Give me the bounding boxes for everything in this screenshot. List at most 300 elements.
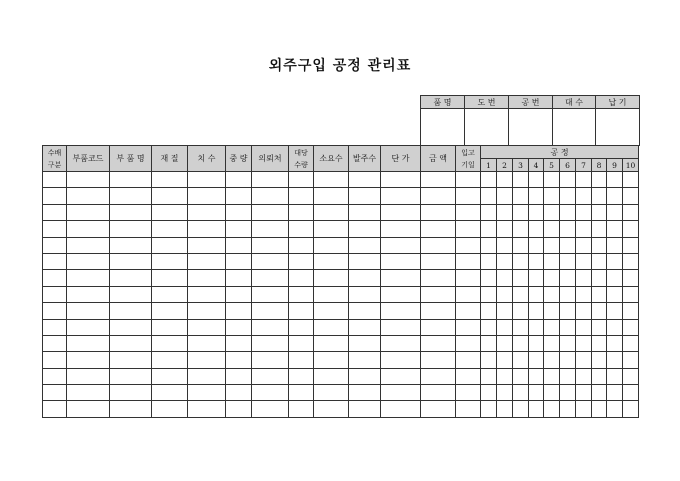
table-cell[interactable] [560,385,576,401]
table-cell[interactable] [497,303,513,319]
table-cell[interactable] [381,270,421,286]
table-cell[interactable] [188,385,226,401]
table-cell[interactable] [421,204,456,220]
table-cell[interactable] [529,253,544,269]
table-cell[interactable] [43,270,67,286]
table-cell[interactable] [188,401,226,417]
table-cell[interactable] [381,352,421,368]
table-cell[interactable] [110,401,152,417]
table-cell[interactable] [623,172,639,188]
table-cell[interactable] [289,385,314,401]
table-cell[interactable] [226,172,252,188]
table-cell[interactable] [576,204,592,220]
table-cell[interactable] [529,368,544,384]
table-cell[interactable] [456,172,481,188]
table-cell[interactable] [481,368,497,384]
table-cell[interactable] [592,286,607,302]
table-cell[interactable] [592,319,607,335]
table-cell[interactable] [289,270,314,286]
table-cell[interactable] [110,319,152,335]
table-cell[interactable] [110,172,152,188]
table-cell[interactable] [607,319,623,335]
table-cell[interactable] [497,204,513,220]
table-cell[interactable] [456,221,481,237]
table-cell[interactable] [623,204,639,220]
table-cell[interactable] [544,401,560,417]
table-cell[interactable] [349,270,381,286]
table-cell[interactable] [544,253,560,269]
table-cell[interactable] [576,172,592,188]
table-cell[interactable] [623,270,639,286]
table-cell[interactable] [576,253,592,269]
table-cell[interactable] [110,368,152,384]
table-cell[interactable] [349,352,381,368]
table-cell[interactable] [513,204,529,220]
table-cell[interactable] [513,319,529,335]
table-cell[interactable] [252,335,289,351]
table-cell[interactable] [456,270,481,286]
table-cell[interactable] [513,335,529,351]
table-cell[interactable] [497,335,513,351]
table-cell[interactable] [497,270,513,286]
table-cell[interactable] [43,204,67,220]
table-cell[interactable] [623,303,639,319]
table-cell[interactable] [623,385,639,401]
table-cell[interactable] [592,385,607,401]
table-cell[interactable] [252,368,289,384]
table-cell[interactable] [623,253,639,269]
table-cell[interactable] [576,303,592,319]
table-cell[interactable] [289,368,314,384]
table-cell[interactable] [481,270,497,286]
table-cell[interactable] [349,221,381,237]
table-cell[interactable] [152,303,188,319]
table-cell[interactable] [152,221,188,237]
table-cell[interactable] [560,335,576,351]
table-cell[interactable] [529,352,544,368]
table-cell[interactable] [152,270,188,286]
table-cell[interactable] [289,352,314,368]
table-cell[interactable] [607,237,623,253]
table-cell[interactable] [456,352,481,368]
table-cell[interactable] [497,221,513,237]
table-cell[interactable] [529,270,544,286]
table-cell[interactable] [152,172,188,188]
table-cell[interactable] [289,335,314,351]
table-cell[interactable] [188,319,226,335]
table-cell[interactable] [607,303,623,319]
table-cell[interactable] [381,253,421,269]
table-cell[interactable] [188,204,226,220]
table-cell[interactable] [381,319,421,335]
table-cell[interactable] [110,188,152,204]
table-cell[interactable] [289,253,314,269]
table-cell[interactable] [314,385,349,401]
table-cell[interactable] [497,368,513,384]
table-cell[interactable] [314,188,349,204]
table-cell[interactable] [481,303,497,319]
table-cell[interactable] [381,401,421,417]
table-cell[interactable] [314,204,349,220]
table-cell[interactable] [513,286,529,302]
table-cell[interactable] [226,385,252,401]
table-cell[interactable] [544,204,560,220]
table-cell[interactable] [314,401,349,417]
table-cell[interactable] [43,385,67,401]
delivery-date-cell[interactable] [596,109,640,146]
table-cell[interactable] [226,204,252,220]
table-cell[interactable] [497,352,513,368]
table-cell[interactable] [252,319,289,335]
table-cell[interactable] [43,368,67,384]
table-cell[interactable] [456,303,481,319]
table-cell[interactable] [529,385,544,401]
table-cell[interactable] [226,188,252,204]
table-cell[interactable] [289,188,314,204]
work-number-cell[interactable] [509,109,553,146]
table-cell[interactable] [607,385,623,401]
table-cell[interactable] [152,401,188,417]
table-cell[interactable] [252,237,289,253]
table-cell[interactable] [592,221,607,237]
table-cell[interactable] [421,253,456,269]
table-cell[interactable] [226,286,252,302]
table-cell[interactable] [497,172,513,188]
table-cell[interactable] [529,237,544,253]
table-cell[interactable] [481,335,497,351]
drawing-number-cell[interactable] [465,109,509,146]
table-cell[interactable] [188,221,226,237]
table-cell[interactable] [513,385,529,401]
table-cell[interactable] [67,368,110,384]
table-cell[interactable] [252,270,289,286]
table-cell[interactable] [43,221,67,237]
table-cell[interactable] [110,204,152,220]
table-cell[interactable] [592,368,607,384]
table-cell[interactable] [252,286,289,302]
table-cell[interactable] [152,237,188,253]
table-cell[interactable] [560,204,576,220]
table-cell[interactable] [576,401,592,417]
table-cell[interactable] [560,352,576,368]
table-cell[interactable] [188,352,226,368]
table-cell[interactable] [497,319,513,335]
table-cell[interactable] [576,335,592,351]
table-cell[interactable] [529,319,544,335]
table-cell[interactable] [456,385,481,401]
table-cell[interactable] [349,335,381,351]
table-cell[interactable] [188,237,226,253]
unit-count-cell[interactable] [553,109,596,146]
table-cell[interactable] [560,172,576,188]
table-cell[interactable] [67,221,110,237]
table-cell[interactable] [623,319,639,335]
table-cell[interactable] [252,385,289,401]
table-cell[interactable] [349,172,381,188]
table-cell[interactable] [188,286,226,302]
table-cell[interactable] [544,172,560,188]
table-cell[interactable] [67,237,110,253]
table-cell[interactable] [560,286,576,302]
table-cell[interactable] [110,303,152,319]
table-cell[interactable] [226,303,252,319]
table-cell[interactable] [592,352,607,368]
table-cell[interactable] [314,172,349,188]
table-cell[interactable] [560,368,576,384]
table-cell[interactable] [152,352,188,368]
table-cell[interactable] [481,401,497,417]
table-cell[interactable] [110,253,152,269]
table-cell[interactable] [314,352,349,368]
table-cell[interactable] [381,237,421,253]
table-cell[interactable] [529,401,544,417]
table-cell[interactable] [560,303,576,319]
table-cell[interactable] [481,352,497,368]
table-cell[interactable] [623,335,639,351]
table-cell[interactable] [381,385,421,401]
table-cell[interactable] [110,385,152,401]
table-cell[interactable] [381,188,421,204]
table-cell[interactable] [252,221,289,237]
table-cell[interactable] [544,237,560,253]
table-cell[interactable] [43,319,67,335]
table-cell[interactable] [43,352,67,368]
table-cell[interactable] [289,303,314,319]
table-cell[interactable] [576,368,592,384]
table-cell[interactable] [513,172,529,188]
table-cell[interactable] [67,319,110,335]
table-cell[interactable] [513,237,529,253]
table-cell[interactable] [592,401,607,417]
table-cell[interactable] [421,270,456,286]
table-cell[interactable] [226,319,252,335]
table-cell[interactable] [152,319,188,335]
table-cell[interactable] [529,221,544,237]
table-cell[interactable] [560,319,576,335]
table-cell[interactable] [623,352,639,368]
table-cell[interactable] [560,401,576,417]
table-cell[interactable] [289,172,314,188]
table-cell[interactable] [544,352,560,368]
table-cell[interactable] [252,401,289,417]
table-cell[interactable] [289,204,314,220]
table-cell[interactable] [314,335,349,351]
table-cell[interactable] [544,319,560,335]
table-cell[interactable] [592,188,607,204]
table-cell[interactable] [456,188,481,204]
table-cell[interactable] [456,286,481,302]
table-cell[interactable] [497,286,513,302]
table-cell[interactable] [349,385,381,401]
table-cell[interactable] [421,286,456,302]
table-cell[interactable] [381,286,421,302]
table-cell[interactable] [349,204,381,220]
table-cell[interactable] [314,368,349,384]
table-cell[interactable] [497,188,513,204]
table-cell[interactable] [289,319,314,335]
table-cell[interactable] [188,335,226,351]
table-cell[interactable] [349,253,381,269]
table-cell[interactable] [421,221,456,237]
table-cell[interactable] [456,204,481,220]
table-cell[interactable] [314,221,349,237]
table-cell[interactable] [544,385,560,401]
table-cell[interactable] [607,221,623,237]
table-cell[interactable] [188,172,226,188]
table-cell[interactable] [513,270,529,286]
table-cell[interactable] [67,253,110,269]
table-cell[interactable] [607,401,623,417]
table-cell[interactable] [529,303,544,319]
table-cell[interactable] [421,188,456,204]
table-cell[interactable] [67,188,110,204]
table-cell[interactable] [456,237,481,253]
table-cell[interactable] [252,204,289,220]
table-cell[interactable] [544,368,560,384]
table-cell[interactable] [67,172,110,188]
table-cell[interactable] [560,270,576,286]
table-cell[interactable] [623,221,639,237]
table-cell[interactable] [456,319,481,335]
table-cell[interactable] [607,204,623,220]
table-cell[interactable] [421,385,456,401]
table-cell[interactable] [110,352,152,368]
table-cell[interactable] [152,188,188,204]
table-cell[interactable] [152,368,188,384]
table-cell[interactable] [226,352,252,368]
table-cell[interactable] [110,221,152,237]
table-cell[interactable] [421,401,456,417]
table-cell[interactable] [497,401,513,417]
table-cell[interactable] [456,335,481,351]
table-cell[interactable] [623,401,639,417]
table-cell[interactable] [607,352,623,368]
table-cell[interactable] [43,188,67,204]
table-cell[interactable] [67,385,110,401]
table-cell[interactable] [152,204,188,220]
table-cell[interactable] [67,335,110,351]
table-cell[interactable] [381,221,421,237]
table-cell[interactable] [349,303,381,319]
table-cell[interactable] [607,368,623,384]
table-cell[interactable] [252,352,289,368]
table-cell[interactable] [576,237,592,253]
table-cell[interactable] [226,270,252,286]
table-cell[interactable] [544,303,560,319]
table-cell[interactable] [560,237,576,253]
table-cell[interactable] [188,368,226,384]
table-cell[interactable] [481,319,497,335]
table-cell[interactable] [456,368,481,384]
table-cell[interactable] [289,221,314,237]
table-cell[interactable] [560,188,576,204]
table-cell[interactable] [513,188,529,204]
table-cell[interactable] [481,204,497,220]
table-cell[interactable] [314,270,349,286]
table-cell[interactable] [43,253,67,269]
table-cell[interactable] [497,385,513,401]
table-cell[interactable] [110,270,152,286]
table-cell[interactable] [592,270,607,286]
table-cell[interactable] [513,401,529,417]
table-cell[interactable] [381,172,421,188]
table-cell[interactable] [252,188,289,204]
table-cell[interactable] [592,237,607,253]
table-cell[interactable] [529,172,544,188]
table-cell[interactable] [513,253,529,269]
table-cell[interactable] [67,401,110,417]
table-cell[interactable] [188,188,226,204]
table-cell[interactable] [67,352,110,368]
table-cell[interactable] [497,253,513,269]
table-cell[interactable] [110,286,152,302]
table-cell[interactable] [349,368,381,384]
table-cell[interactable] [226,335,252,351]
table-cell[interactable] [314,319,349,335]
table-cell[interactable] [560,253,576,269]
table-cell[interactable] [576,319,592,335]
table-cell[interactable] [529,286,544,302]
table-cell[interactable] [544,188,560,204]
table-cell[interactable] [43,401,67,417]
table-cell[interactable] [607,270,623,286]
table-cell[interactable] [481,188,497,204]
table-cell[interactable] [289,237,314,253]
table-cell[interactable] [607,188,623,204]
table-cell[interactable] [544,286,560,302]
table-cell[interactable] [289,286,314,302]
table-cell[interactable] [188,270,226,286]
table-cell[interactable] [592,335,607,351]
table-cell[interactable] [592,253,607,269]
table-cell[interactable] [481,286,497,302]
table-cell[interactable] [43,286,67,302]
table-cell[interactable] [421,368,456,384]
table-cell[interactable] [314,237,349,253]
table-cell[interactable] [252,253,289,269]
table-cell[interactable] [381,368,421,384]
table-cell[interactable] [513,352,529,368]
table-cell[interactable] [529,188,544,204]
table-cell[interactable] [43,237,67,253]
table-cell[interactable] [576,188,592,204]
table-cell[interactable] [289,401,314,417]
table-cell[interactable] [152,335,188,351]
table-cell[interactable] [43,172,67,188]
table-cell[interactable] [152,253,188,269]
table-cell[interactable] [481,237,497,253]
table-cell[interactable] [456,401,481,417]
table-cell[interactable] [481,172,497,188]
table-cell[interactable] [576,221,592,237]
table-cell[interactable] [226,253,252,269]
table-cell[interactable] [623,188,639,204]
table-cell[interactable] [421,319,456,335]
table-cell[interactable] [314,303,349,319]
table-cell[interactable] [529,335,544,351]
table-cell[interactable] [226,368,252,384]
table-cell[interactable] [592,204,607,220]
table-cell[interactable] [314,253,349,269]
table-cell[interactable] [513,221,529,237]
product-name-cell[interactable] [421,109,465,146]
table-cell[interactable] [43,303,67,319]
table-cell[interactable] [421,303,456,319]
table-cell[interactable] [623,286,639,302]
table-cell[interactable] [349,286,381,302]
table-cell[interactable] [607,253,623,269]
table-cell[interactable] [544,335,560,351]
